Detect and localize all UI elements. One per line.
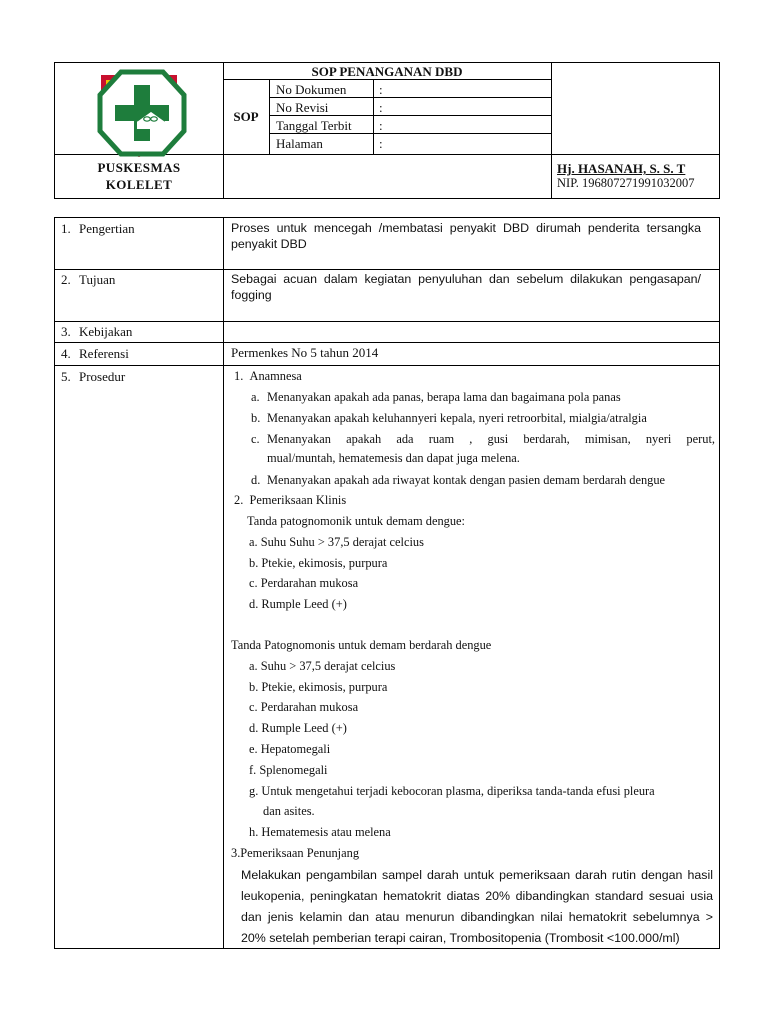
divider xyxy=(269,133,551,134)
list-item: c. Perdarahan mukosa xyxy=(249,700,359,714)
field-label-tanggal-terbit: Tanggal Terbit xyxy=(276,118,352,133)
list-item: h. Hematemesis atau melena xyxy=(249,825,391,839)
divider xyxy=(269,79,270,154)
klinis-heading: 2. Pemeriksaan Klinis xyxy=(234,493,347,507)
list-item: c. Perdarahan mukosa xyxy=(249,576,359,590)
list-item: b. Ptekie, ekimosis, purpura xyxy=(249,556,388,570)
org-name-line1: PUSKESMAS xyxy=(97,160,181,175)
field-value-no-revisi: : xyxy=(379,100,383,115)
list-item: d. Menanyakan apakah ada riwayat kontak dengan pasien demam berdarah dengue xyxy=(251,473,666,487)
list-item: a. Menanyakan apakah ada panas, berapa lama dan bagaimana pola panas xyxy=(251,390,621,404)
field-value-halaman: : xyxy=(379,136,383,151)
divider xyxy=(551,63,552,198)
list-item: a. Suhu Suhu > 37,5 derajat celcius xyxy=(249,535,424,549)
divider xyxy=(269,97,551,98)
sop-title: SOP PENANGANAN DBD xyxy=(311,64,463,79)
divider xyxy=(55,269,719,270)
list-item-continuation: dan asites. xyxy=(263,804,315,818)
sop-label: SOP xyxy=(233,109,259,124)
list-item: d. Rumple Leed (+) xyxy=(249,721,347,735)
divider xyxy=(223,79,551,80)
list-item: e. Hepatomegali xyxy=(249,742,331,756)
field-label-no-dokumen: No Dokumen xyxy=(276,82,347,97)
divider xyxy=(223,63,224,198)
pengertian-text: Proses untuk mencegah /membatasi penyakit DBD dirumah penderita tersangka penyakit DBD xyxy=(231,221,701,251)
org-name-line2: KOLELET xyxy=(105,177,173,192)
list-item: b. Ptekie, ekimosis, purpura xyxy=(249,680,388,694)
divider xyxy=(223,218,224,948)
sop-content-table xyxy=(54,217,720,949)
list-item: g. Untuk mengetahui terjadi kebocoran plasma, diperiksa tanda-tanda efusi pleura xyxy=(249,784,655,798)
referensi-text: Permenkes No 5 tahun 2014 xyxy=(231,345,379,360)
row-label-referensi: 4. Referensi xyxy=(61,346,129,361)
header-table xyxy=(54,62,720,199)
list-item-continuation: mual/muntah, hematemesis dan dapat juga melena. xyxy=(267,451,520,465)
list-item: d. Rumple Leed (+) xyxy=(249,597,347,611)
dengue-intro: Tanda patognomonik untuk demam dengue: xyxy=(247,514,465,528)
divider xyxy=(269,115,551,116)
list-item: f. Splenomegali xyxy=(249,763,328,777)
signer-name: Hj. HASANAH, S. S. T xyxy=(557,161,686,176)
divider xyxy=(55,321,719,322)
field-value-no-dokumen: : xyxy=(379,82,383,97)
penunjang-heading: 3.Pemeriksaan Penunjang xyxy=(231,846,360,860)
tujuan-text: Sebagai acuan dalam kegiatan penyuluhan dan sebelum dilakukan pengasapan/ fogging xyxy=(231,272,701,302)
list-item: b. Menanyakan apakah keluhannyeri kepala, nyeri retroorbital, mialgia/atralgia xyxy=(251,411,647,425)
signer-nip: NIP. 196807271991032007 xyxy=(557,176,695,190)
row-label-tujuan: 2. Tujuan xyxy=(61,272,116,287)
divider xyxy=(373,79,374,154)
puskesmas-logo xyxy=(97,69,187,157)
row-label-kebijakan: 3. Kebijakan xyxy=(61,324,133,339)
list-item: a. Suhu > 37,5 derajat celcius xyxy=(249,659,396,673)
dbd-intro: Tanda Patognomonis untuk demam berdarah dengue xyxy=(231,638,492,652)
divider xyxy=(55,342,719,343)
divider xyxy=(55,365,719,366)
field-label-no-revisi: No Revisi xyxy=(276,100,329,115)
list-item: c. Menanyakan apakah ada ruam , gusi berdarah, mimisan, nyeri perut, xyxy=(251,432,715,446)
row-label-pengertian: 1. Pengertian xyxy=(61,221,135,236)
field-label-halaman: Halaman xyxy=(276,136,323,151)
field-value-tanggal-terbit: : xyxy=(379,118,383,133)
penunjang-text: Melakukan pengambilan sampel darah untuk pemeriksaan darah rutin dengan hasil leukopenia, peningkatan hematokrit diatas 20% dibandingkan standard sesuai usia dan jenis kelamin dan atau menurun dibandingkan nilai hematokrit sebelumnya > 20% setelah pemberian terapi cairan, Trombositopenia (Trombosit <100.000/ml) xyxy=(241,868,713,945)
row-label-prosedur: 5. Prosedur xyxy=(61,369,126,384)
anamnesa-heading: 1. Anamnesa xyxy=(234,369,302,383)
